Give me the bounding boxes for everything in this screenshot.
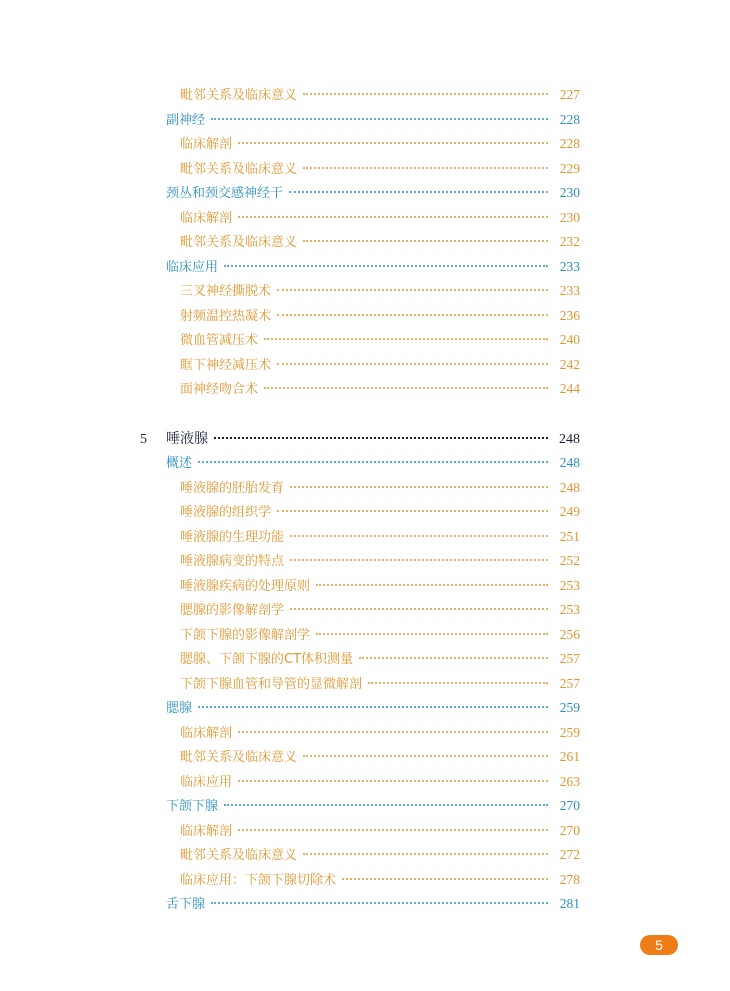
toc-subsection[interactable]: [180, 157, 580, 181]
dot-leader: [277, 288, 548, 291]
dot-leader: [303, 92, 548, 95]
toc-entry-title: 毗邻关系及临床意义: [180, 750, 298, 765]
toc-entry-page: 249: [559, 504, 580, 519]
toc-entry-title: 唾液腺疾病的处理原则: [180, 578, 311, 594]
dot-leader: [238, 215, 548, 218]
toc-entry-page: 257: [559, 651, 580, 666]
toc-entry-title: 临床应用：下颌下腺切除术: [180, 872, 337, 888]
toc-entry-page: 230: [559, 185, 580, 200]
toc-entry-page: 248: [559, 431, 580, 447]
dot-leader: [224, 803, 548, 806]
dot-leader: [277, 362, 548, 365]
dot-leader: [303, 166, 548, 169]
toc-entry-page: 248: [559, 455, 580, 470]
toc-subsection[interactable]: [180, 132, 580, 156]
toc-subsection[interactable]: [180, 623, 580, 647]
toc-entry-page: 252: [559, 553, 580, 568]
dot-leader: [316, 632, 548, 635]
dot-leader: [238, 828, 548, 831]
toc-entry-page: 251: [559, 528, 580, 544]
toc-entry-title: 毗邻关系及临床意义: [180, 161, 298, 177]
toc-subsection[interactable]: [180, 206, 580, 230]
dot-leader: [316, 583, 548, 586]
toc-subsection[interactable]: [180, 843, 580, 867]
toc-entry-title: 临床解剖: [180, 823, 233, 839]
toc-entry-title: 概述: [166, 456, 193, 471]
dot-leader: [238, 141, 548, 144]
toc-subsection[interactable]: [180, 819, 580, 843]
dot-leader: [238, 779, 548, 782]
toc-entry-page: 236: [559, 307, 580, 323]
dot-leader: [277, 313, 548, 316]
dot-leader: [290, 558, 548, 561]
toc-subsection[interactable]: [180, 721, 580, 745]
toc-section[interactable]: [166, 108, 580, 132]
toc-entry-title: 微血管减压术: [180, 333, 259, 348]
toc-entry-title: 腮腺: [166, 701, 193, 716]
toc-entry-title: 临床解剖: [180, 210, 233, 226]
toc-subsection[interactable]: [180, 868, 580, 892]
toc-subsection[interactable]: [180, 476, 580, 500]
page-number-badge: 5: [640, 935, 678, 955]
toc-entry-title: 临床应用: [166, 259, 219, 275]
toc-entry-page: 270: [559, 798, 580, 813]
dot-leader: [198, 705, 548, 708]
toc-chapter[interactable]: [140, 427, 580, 451]
toc-subsection[interactable]: [180, 672, 580, 696]
toc-subsection[interactable]: [180, 525, 580, 549]
toc-entry-title: 唾液腺的胚胎发育: [180, 480, 285, 496]
toc-entry-title: 唾液腺病变的特点: [180, 554, 285, 569]
toc-entry-page: 233: [559, 258, 580, 274]
toc-entry-page: 228: [559, 111, 580, 127]
toc-subsection[interactable]: [180, 279, 580, 303]
toc-subsection[interactable]: [180, 353, 580, 377]
toc-section[interactable]: [166, 451, 580, 475]
toc-entry-title: 腮腺、下颌下腺的CT体积测量: [180, 652, 354, 667]
toc-entry-page: 257: [559, 675, 580, 691]
dot-leader: [342, 877, 548, 880]
dot-leader: [368, 681, 548, 684]
dot-leader: [198, 460, 548, 463]
dot-leader: [214, 436, 548, 439]
toc-entry-page: 253: [559, 602, 580, 617]
toc-entry-page: 227: [559, 87, 580, 102]
toc-entry-title: 临床解剖: [180, 137, 233, 152]
toc-subsection[interactable]: [180, 549, 580, 573]
toc-entry-page: 229: [559, 160, 580, 176]
toc-entry-page: 244: [559, 381, 580, 396]
toc-entry-title: 下颌下腺的影像解剖学: [180, 627, 311, 643]
dot-leader: [359, 656, 548, 659]
toc-entry-page: 272: [559, 847, 580, 862]
toc-entry-page: 281: [559, 896, 580, 911]
toc-section[interactable]: [166, 794, 580, 818]
toc-subsection[interactable]: [180, 574, 580, 598]
toc-entry-page: 256: [559, 626, 580, 642]
toc-section[interactable]: [166, 696, 580, 720]
dot-leader: [277, 509, 548, 512]
toc-entry-title: 下颌下腺血管和导管的显微解剖: [180, 676, 363, 692]
toc-entry-page: 248: [559, 479, 580, 495]
toc-entry-title: 毗邻关系及临床意义: [180, 235, 298, 250]
dot-leader: [290, 607, 548, 610]
dot-leader: [290, 534, 548, 537]
toc-entry-page: 253: [559, 577, 580, 593]
toc-entry-title: 眶下神经减压术: [180, 357, 272, 373]
toc-subsection[interactable]: [180, 328, 580, 352]
toc-entry-title: 毗邻关系及临床意义: [180, 88, 298, 103]
toc-subsection[interactable]: [180, 304, 580, 328]
toc-entry-page: 232: [559, 234, 580, 249]
dot-leader: [289, 190, 548, 193]
toc-entry-title: 唾液腺: [166, 430, 208, 447]
toc-entry-title: 临床应用: [180, 774, 233, 790]
dot-leader: [303, 754, 548, 757]
toc-entry-title: 毗邻关系及临床意义: [180, 848, 298, 863]
dot-leader: [211, 117, 548, 120]
toc-entry-title: 三叉神经撕脱术: [180, 284, 272, 299]
toc-entry-page: 259: [559, 724, 580, 740]
toc-subsection[interactable]: [180, 745, 580, 769]
toc-section[interactable]: [166, 181, 580, 205]
toc-entry-page: 240: [559, 332, 580, 347]
toc-section[interactable]: [166, 255, 580, 279]
toc-entry-page: 261: [559, 749, 580, 764]
toc-entry-page: 263: [559, 773, 580, 789]
dot-leader: [238, 730, 548, 733]
dot-leader: [264, 337, 548, 340]
dot-leader: [303, 239, 548, 242]
dot-leader: [264, 386, 548, 389]
toc-entry-page: 278: [559, 871, 580, 887]
toc-entry-title: 腮腺的影像解剖学: [180, 603, 285, 618]
toc-section[interactable]: [166, 892, 580, 916]
toc-entry-title: 颈丛和颈交感神经干: [166, 186, 284, 201]
toc-subsection[interactable]: [180, 500, 580, 524]
dot-leader: [303, 852, 548, 855]
dot-leader: [211, 901, 548, 904]
toc-entry-title: 舌下腺: [166, 897, 206, 912]
toc-entry-title: 下颌下腺: [166, 799, 219, 814]
toc-subsection[interactable]: [180, 377, 580, 401]
toc-entry-page: 230: [559, 209, 580, 225]
toc-entry-page: 242: [559, 356, 580, 372]
toc-entry-title: 射频温控热凝术: [180, 308, 272, 324]
toc-entry-page: 228: [559, 136, 580, 151]
dot-leader: [290, 485, 548, 488]
toc-entry-title: 唾液腺的组织学: [180, 505, 272, 520]
toc-subsection[interactable]: [180, 647, 580, 671]
dot-leader: [224, 264, 548, 267]
toc-subsection[interactable]: [180, 83, 580, 107]
toc-subsection[interactable]: [180, 230, 580, 254]
toc-entry-title: 临床解剖: [180, 725, 233, 741]
toc-subsection[interactable]: [180, 770, 580, 794]
toc-entry-title: 唾液腺的生理功能: [180, 529, 285, 545]
toc-entry-title: 面神经吻合术: [180, 382, 259, 397]
toc-entry-page: 259: [559, 700, 580, 715]
toc-entry-page: 270: [559, 822, 580, 838]
toc-entry-title: 副神经: [166, 112, 206, 128]
chapter-number: 5: [140, 431, 147, 447]
toc-subsection[interactable]: [180, 598, 580, 622]
toc-entry-page: 233: [559, 283, 580, 298]
